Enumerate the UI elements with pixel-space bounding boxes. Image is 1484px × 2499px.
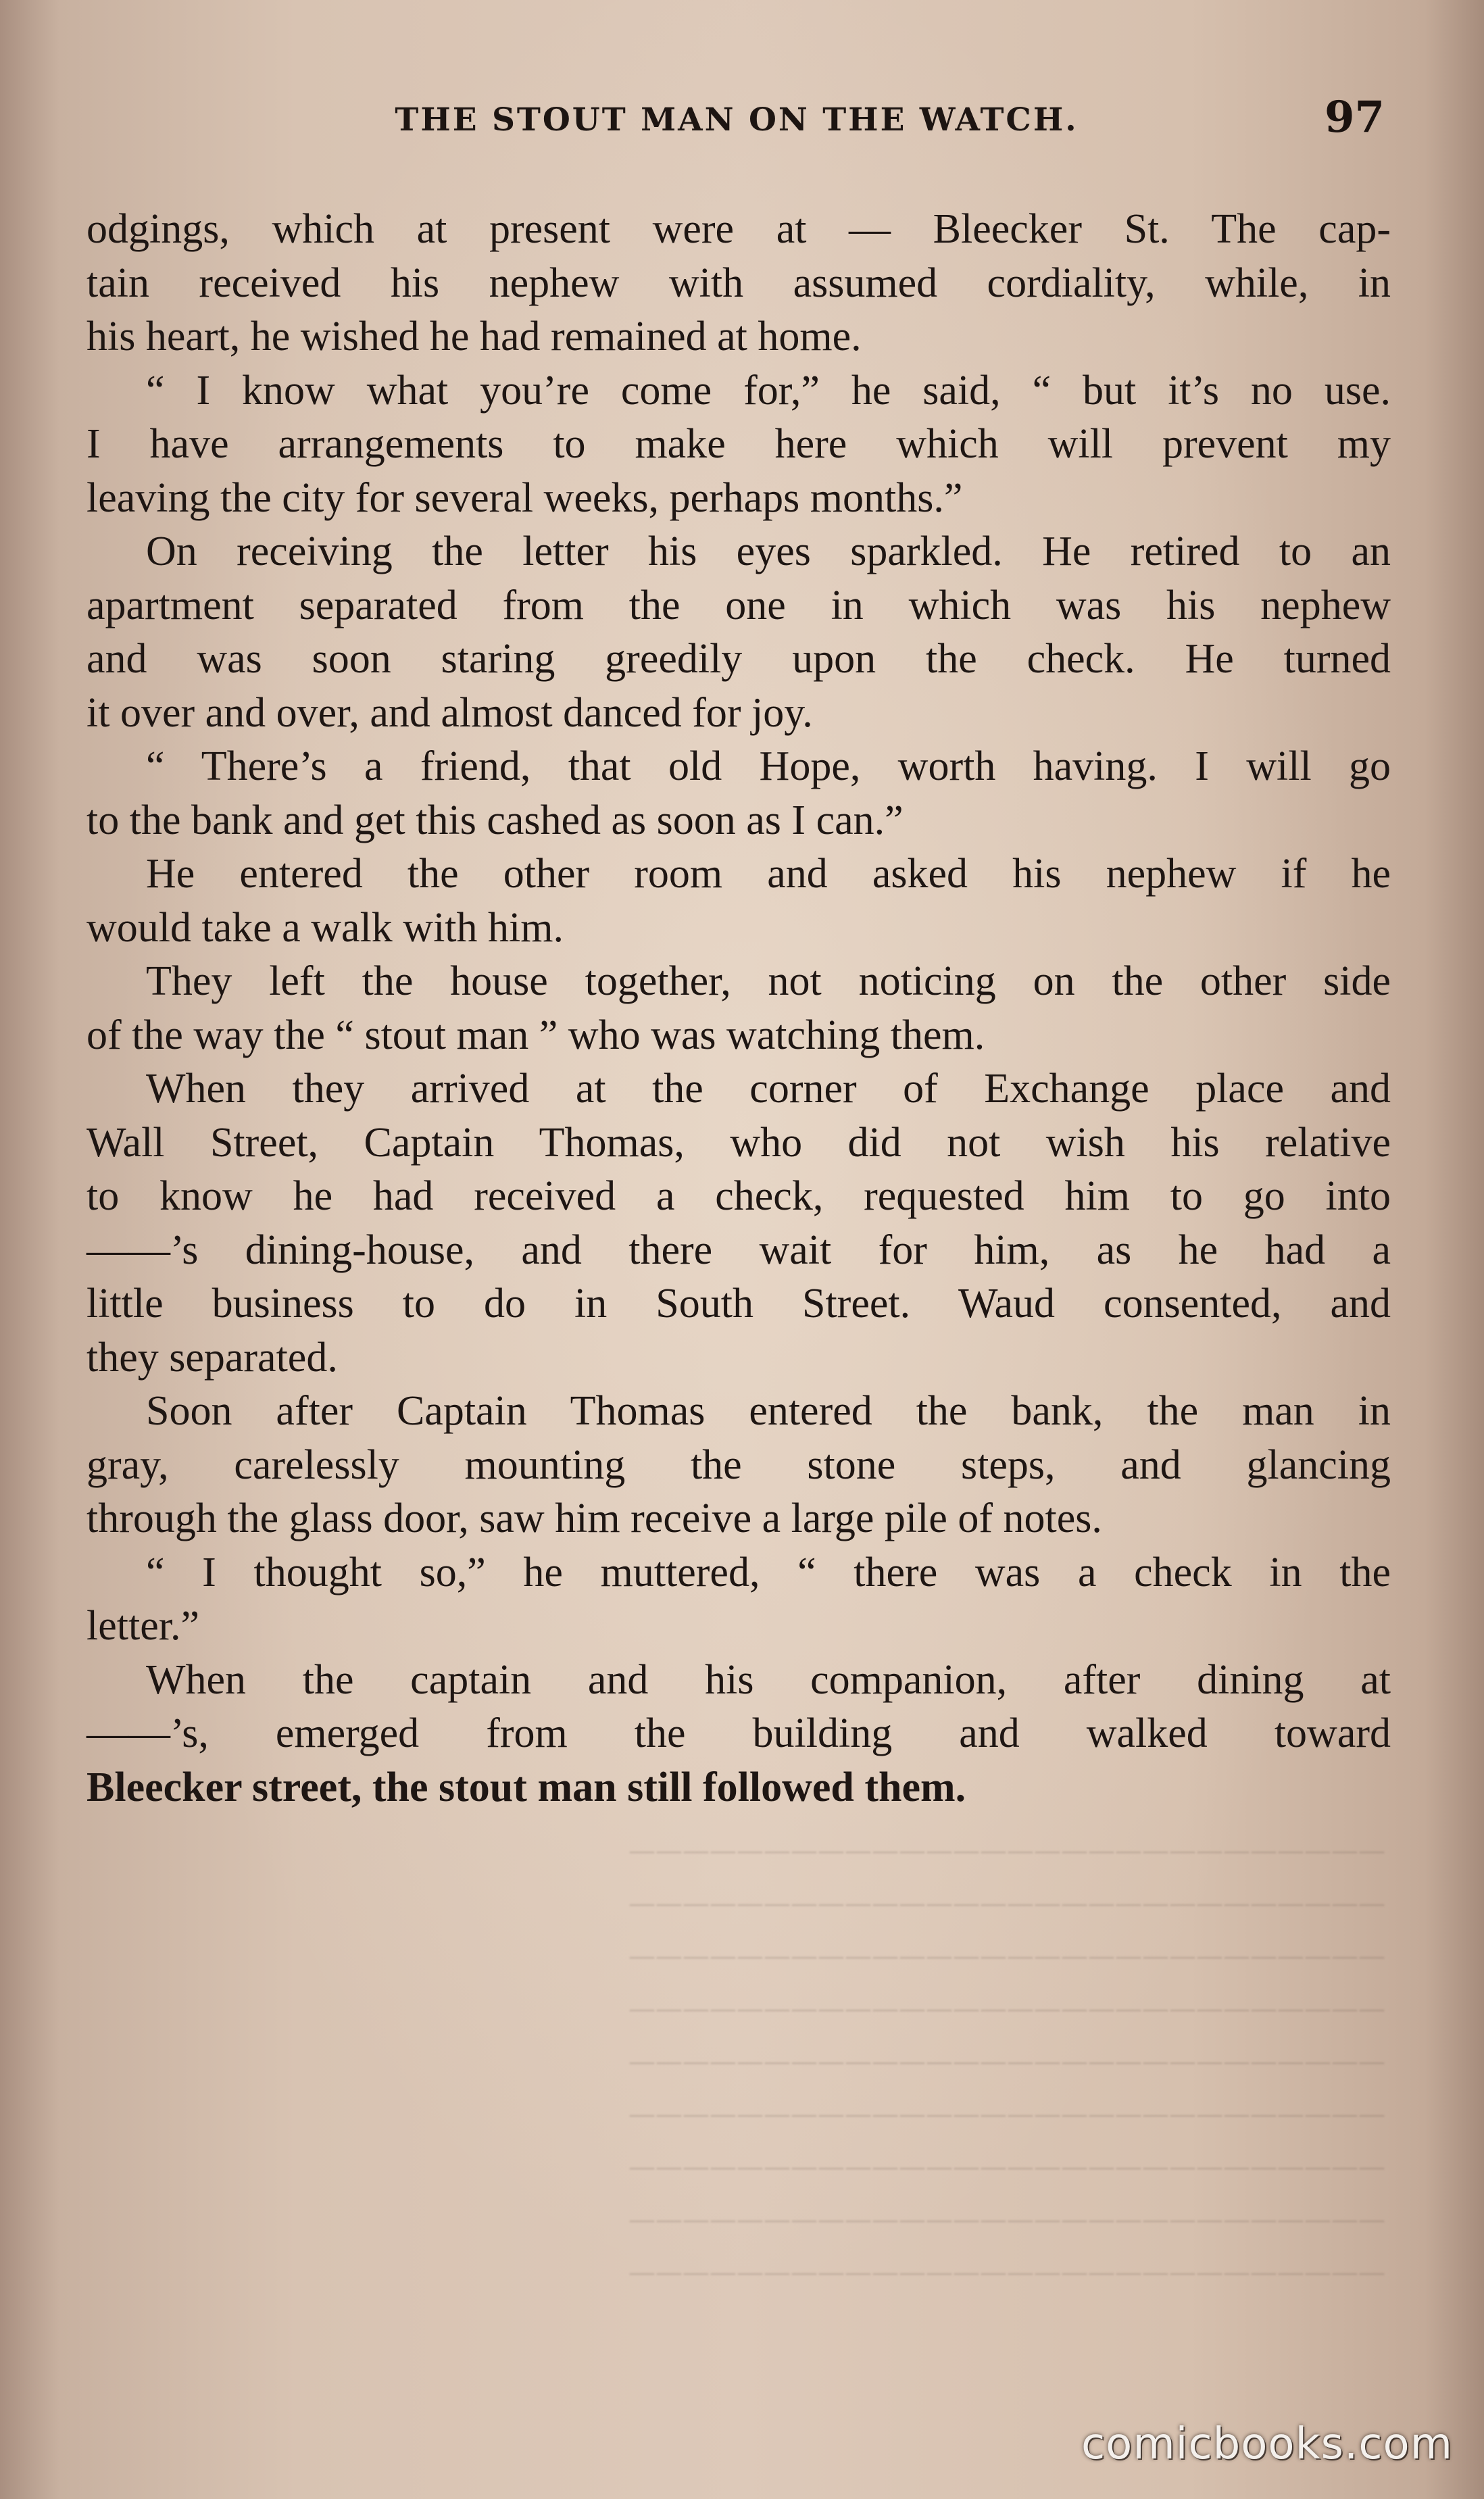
text-line: to the bank and get this cashed as soon as I can.” [86, 797, 904, 843]
paragraph [86, 847, 1391, 955]
body-text [86, 203, 1391, 1814]
text-line: When they arrived at the corner of Exchange place and [146, 1066, 1391, 1112]
paragraph [86, 955, 1391, 1062]
text-line: leaving the city for several weeks, perhaps months.” [86, 474, 963, 521]
text-line: odgings, which at present were at — Bleecker St. The cap- [86, 206, 1391, 252]
text-line: “ There’s a friend, that old Hope, worth having. I will go [146, 743, 1391, 789]
text-line: Wall Street, Captain Thomas, who did not wish his relative [86, 1119, 1391, 1166]
text-line: his heart, he wished he had remained at home. [86, 314, 862, 360]
paragraph [86, 203, 1391, 364]
text-line: “ I thought so,” he muttered, “ there was a check in the [146, 1549, 1391, 1595]
text-line: gray, carelessly mounting the stone steps, and glancing [86, 1441, 1391, 1488]
text-line: would take a walk with him. [86, 904, 564, 951]
text-line: They left the house together, not noticing on the other side [146, 958, 1391, 1004]
text-line: ——’s dining-house, and there wait for him, as he had a [86, 1227, 1391, 1273]
watermark-text: comicbooks.com [1081, 2419, 1453, 2469]
text-line: Soon after Captain Thomas entered the bank, the man in [146, 1388, 1391, 1434]
text-line: apartment separated from the one in which was his nephew [86, 582, 1391, 628]
paragraph [86, 525, 1391, 740]
text-line: Bleecker street, the stout man still followed them. [86, 1764, 966, 1810]
running-title: THE STOUT MAN ON THE WATCH. [395, 101, 1079, 139]
text-line: tain received his nephew with assumed cordiality, while, in [86, 259, 1391, 306]
text-line: letter.” [86, 1603, 199, 1649]
paragraph [86, 1062, 1391, 1385]
text-line: of the way the “ stout man ” who was watching them. [86, 1012, 985, 1058]
text-line: He entered the other room and asked his nephew if he [146, 851, 1391, 897]
text-line: they separated. [86, 1334, 338, 1381]
text-line: On receiving the letter his eyes sparkled. He retired to an [146, 528, 1391, 574]
paragraph [86, 1654, 1391, 1815]
text-line: to know he had received a check, requested him to go into [86, 1173, 1391, 1219]
paragraph [86, 740, 1391, 847]
text-line: ——’s, emerged from the building and walked toward [86, 1710, 1391, 1756]
text-line: I have arrangements to make here which will prevent my [86, 421, 1391, 467]
paragraph [86, 1546, 1391, 1654]
text-line: and was soon staring greedily upon the check. He turned [86, 636, 1391, 682]
text-line: through the glass door, saw him receive a large pile of notes. [86, 1495, 1102, 1541]
paragraph [86, 1385, 1391, 1546]
text-line: “ I know what you’re come for,” he said, “ but it’s no use. [146, 367, 1391, 414]
text-line: When the captain and his companion, after dining at [146, 1656, 1391, 1703]
text-line: little business to do in South Street. Waud consented, and [86, 1281, 1391, 1327]
text-line: it over and over, and almost danced for joy. [86, 689, 813, 736]
paragraph [86, 364, 1391, 526]
page-number: 97 [1325, 92, 1385, 143]
show-through-texture: ———————————————————————————— ———————————————————————————— ———————————————————————————— ———————————————————————————— ———————————————————————————— ———————————————————————————— ———————————————————————————— ———————————————————————————— ———————————————————————————— [628, 1835, 1385, 2288]
